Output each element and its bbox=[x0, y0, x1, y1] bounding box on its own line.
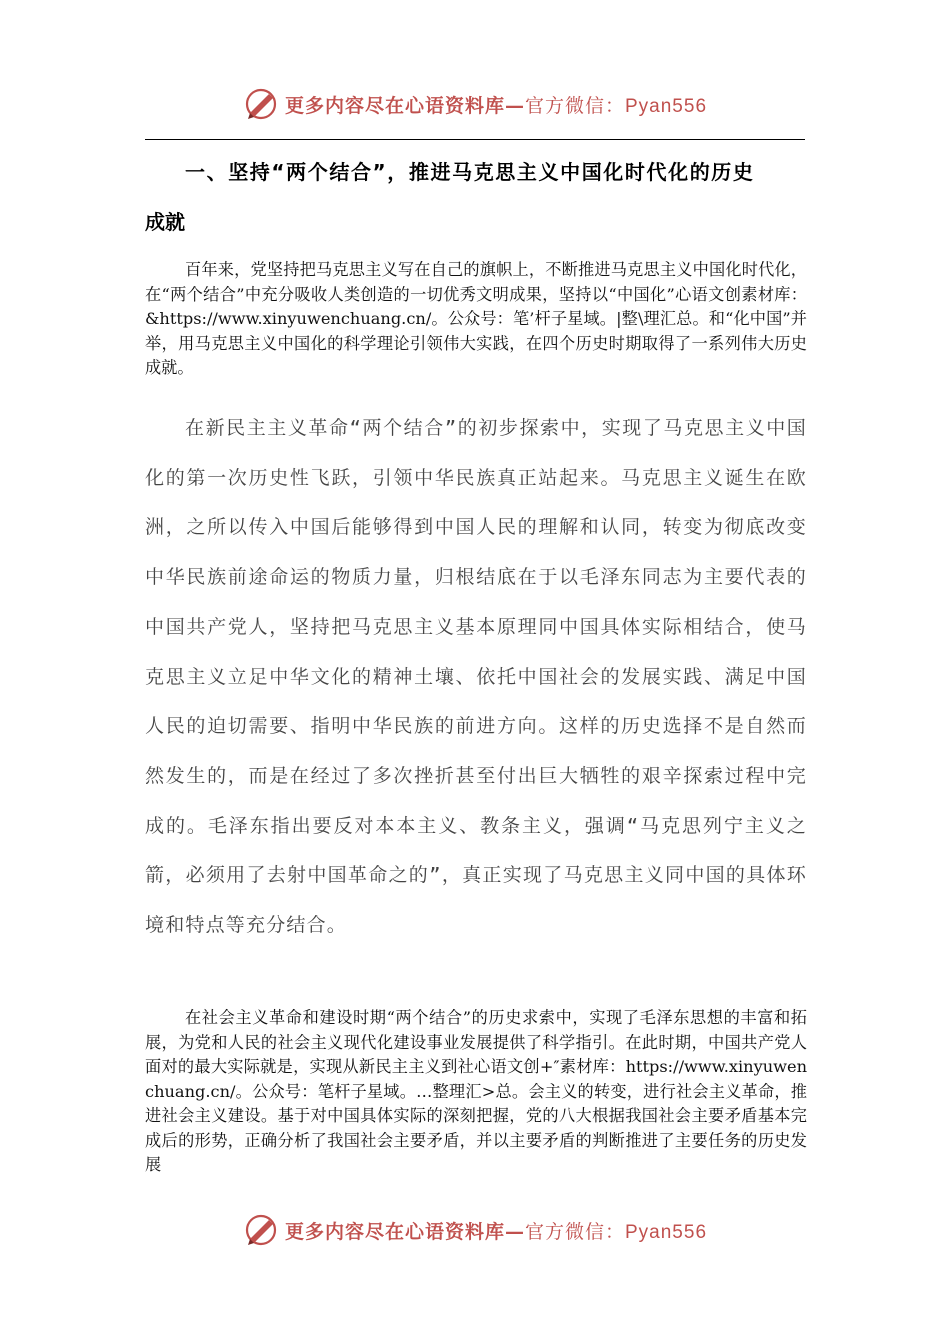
footer-banner bbox=[0, 1210, 950, 1250]
section-title-line2: 成就 bbox=[145, 210, 185, 234]
header-rule bbox=[145, 139, 805, 140]
banner-suffix: 官方微信：Pyan556 bbox=[525, 1221, 708, 1243]
section-title bbox=[145, 152, 805, 242]
paragraph-3: 在社会主义革命和建设时期“两个结合”的历史求索中，实现了毛泽东思想的丰富和拓展，为党和人民的社会主义现代化建设事业发展提供了科学指引。在此时期，中国共产党人面对的最大实际就是，实现从新民主主义到社心语文创+″素材库：https://www.xinyuwenchuang.cn/。公众号：笔杆子星域。…整理汇>总。会主义的转变，进行社会主义革命，推进社会主义建设。基于对中国具体实际的深刻把握，党的八大根据我国社会主要矛盾基本完成后的形势，正确分析了我国社会主要矛盾，并以主要矛盾的判断推进了主要任务的历史发展 bbox=[145, 1008, 807, 1174]
pen-logo-icon bbox=[243, 86, 279, 122]
banner-text bbox=[285, 91, 707, 118]
banner-text bbox=[285, 1217, 707, 1244]
paragraph-2: 在新民主主义革命“两个结合”的初步探索中，实现了马克思主义中国化的第一次历史性飞跃，引领中华民族真正站起来。马克思主义诞生在欧洲，之所以传入中国后能够得到中国人民的理解和认同，转变为彻底改变中华民族前途命运的物质力量，归根结底在于以毛泽东同志为主要代表的中国共产党人，坚持把马克思主义基本原理同中国具体实际相结合，使马克思主义立足中华文化的精神土壤、依托中国社会的发展实践、满足中国人民的迫切需要、指明中华民族的前进方向。这样的历史选择不是自然而然发生的，而是在经过了多次挫折甚至付出巨大牺牲的艰辛探索过程中完成的。毛泽东指出要反对本本主义、教条主义，强调“马克思列宁主义之箭，必须用了去射中国革命之的”，真正实现了马克思主义同中国的具体环境和特点等充分结合。 bbox=[145, 417, 807, 937]
banner-suffix: 官方微信：Pyan556 bbox=[525, 95, 708, 117]
section-title-line1: 一、坚持“两个结合”，推进马克思主义中国化时代化的历史 bbox=[185, 160, 755, 184]
header-banner bbox=[0, 84, 950, 124]
banner-prefix: 更多内容尽在心语资料库— bbox=[284, 94, 525, 117]
pen-logo-icon bbox=[243, 1212, 279, 1248]
banner-prefix: 更多内容尽在心语资料库— bbox=[284, 1220, 525, 1243]
paragraph-1: 百年来，党坚持把马克思主义写在自己的旗帜上，不断推进马克思主义中国化时代化，在“两个结合”中充分吸收人类创造的一切优秀文明成果，坚持以“中国化”心语文创素材库：&https://www.xinyuwenchuang.cn/。公众号：笔’杆子星域。|整\理汇总。和“化中国”并举，用马克思主义中国化的科学理论引领伟大实践，在四个历史时期取得了一系列伟大历史成就。 bbox=[145, 260, 807, 377]
